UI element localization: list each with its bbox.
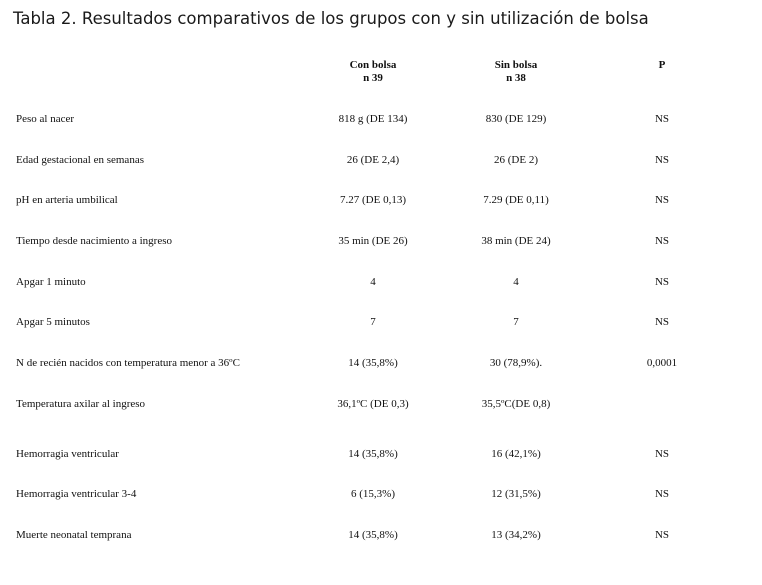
cell-con-bolsa: 818 g (DE 134) (338, 113, 408, 125)
cell-p: NS (654, 448, 670, 460)
cell-sin-bolsa: 7.29 (DE 0,11) (483, 194, 549, 206)
table-row (0, 488, 762, 504)
row-label: Muerte neonatal temprana (16, 529, 132, 541)
row-label: Peso al nacer (16, 113, 75, 125)
header-con-bolsa (303, 59, 443, 85)
table-row (0, 398, 762, 414)
cell-p: NS (654, 488, 670, 500)
cell-con-bolsa: 7 (370, 316, 376, 328)
table-row (0, 194, 762, 210)
table-row (0, 235, 762, 251)
cell-con-bolsa: 14 (35,8%) (348, 529, 398, 541)
header-p (592, 59, 732, 72)
row-label: Apgar 5 minutos (16, 316, 90, 328)
cell-sin-bolsa: 13 (34,2%) (491, 529, 541, 541)
table-title: Tabla 2. Resultados comparativos de los grupos con y sin utilización de bolsa (13, 9, 649, 28)
table-row (0, 276, 762, 292)
cell-con-bolsa: 4 (370, 276, 376, 288)
cell-p: NS (654, 316, 670, 328)
cell-sin-bolsa: 30 (78,9%). (489, 357, 543, 369)
table-row (0, 529, 762, 545)
row-label: Apgar 1 minuto (16, 276, 86, 288)
cell-p: NS (654, 276, 670, 288)
cell-sin-bolsa: 4 (513, 276, 519, 288)
table-row (0, 357, 762, 373)
header-con-bolsa-label: Con bolsa (349, 59, 397, 71)
cell-p: 0,0001 (646, 357, 678, 369)
cell-p: NS (654, 154, 670, 166)
header-sin-bolsa-n: n 38 (506, 72, 526, 84)
cell-p: NS (654, 113, 670, 125)
row-label: pH en arteria umbilical (16, 194, 118, 206)
cell-p: NS (654, 194, 670, 206)
cell-con-bolsa: 7.27 (DE 0,13) (340, 194, 406, 206)
row-label: N de recién nacidos con temperatura menor a 36ºC (16, 357, 240, 369)
cell-p: NS (654, 235, 670, 247)
cell-sin-bolsa: 830 (DE 129) (485, 113, 547, 125)
header-sin-bolsa (446, 59, 586, 85)
cell-con-bolsa: 35 min (DE 26) (338, 235, 408, 247)
header-con-bolsa-n: n 39 (363, 72, 383, 84)
cell-sin-bolsa: 38 min (DE 24) (481, 235, 551, 247)
cell-sin-bolsa: 12 (31,5%) (491, 488, 541, 500)
table-row (0, 448, 762, 464)
table-row (0, 316, 762, 332)
cell-sin-bolsa: 35,5ºC(DE 0,8) (481, 398, 551, 410)
row-label: Tiempo desde nacimiento a ingreso (16, 235, 173, 247)
cell-con-bolsa: 26 (DE 2,4) (346, 154, 400, 166)
header-p-label: P (658, 59, 666, 71)
cell-con-bolsa: 36,1ºC (DE 0,3) (337, 398, 409, 410)
cell-sin-bolsa: 26 (DE 2) (494, 154, 538, 166)
cell-sin-bolsa: 7 (513, 316, 519, 328)
row-label: Edad gestacional en semanas (16, 154, 144, 166)
table-row (0, 154, 762, 170)
row-label: Hemorragia ventricular 3-4 (16, 488, 137, 500)
table-row (0, 113, 762, 129)
cell-sin-bolsa: 16 (42,1%) (491, 448, 541, 460)
cell-con-bolsa: 14 (35,8%) (348, 357, 398, 369)
cell-con-bolsa: 14 (35,8%) (348, 448, 398, 460)
header-sin-bolsa-label: Sin bolsa (494, 59, 538, 71)
cell-con-bolsa: 6 (15,3%) (351, 488, 395, 500)
row-label: Hemorragia ventricular (16, 448, 119, 460)
cell-p: NS (654, 529, 670, 541)
row-label: Temperatura axilar al ingreso (16, 398, 146, 410)
